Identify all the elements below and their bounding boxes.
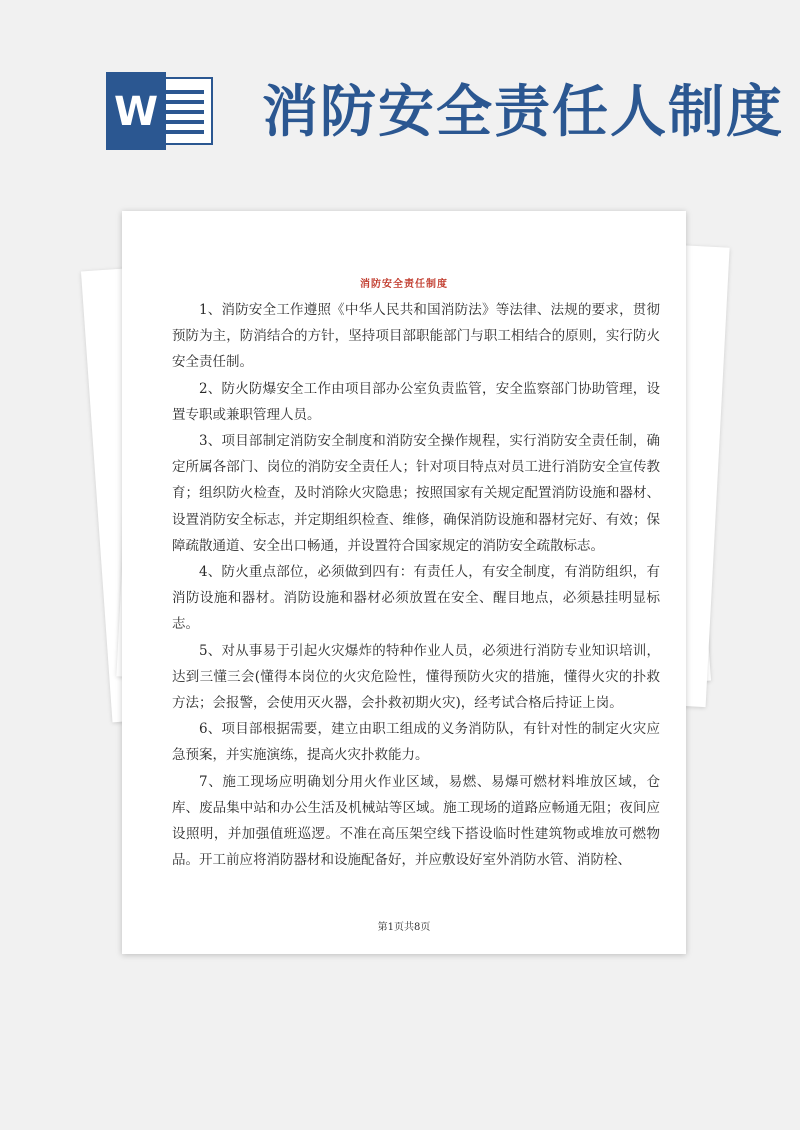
document-body <box>172 297 660 873</box>
word-document-icon <box>106 72 214 150</box>
page-footer: 第1页共8页 <box>377 922 431 933</box>
paragraph-3: 3、项目部制定消防安全制度和消防安全操作规程，实行消防安全责任制，确定所属各部门、岗位的消防安全责任人；针对项目特点对员工进行消防安全宣传教育；组织防火检查，及时消除火灾隐患；按照国家有关规定配置消防设施和器材、设置消防安全标志，并定期组织检查、维修，确保消防设施和器材完好、有效；保障疏散通道、安全出口畅通，并设置符合国家规定的消防安全疏散标志。 <box>172 433 660 554</box>
paragraph-5: 5、对从事易于引起火灾爆炸的特种作业人员，必须进行消防专业知识培训，达到三懂三会(懂得本岗位的火灾危险性，懂得预防火灾的措施，懂得火灾的扑救方法；会报警，会使用灭火器，会扑救初期火灾)，经考试合格后持证上岗。 <box>172 642 660 712</box>
logo-letter: W <box>113 89 159 135</box>
paragraph-1: 1、消防安全工作遵照《中华人民共和国消防法》等法律、法规的要求，贯彻预防为主，防消结合的方针，坚持项目部职能部门与职工相结合的原则，实行防火安全责任制。 <box>172 302 660 371</box>
document-title: 消防安全责任制度 <box>360 279 448 290</box>
paragraph-2: 2、防火防爆安全工作由项目部办公室负责监管，安全监察部门协助管理，设置专职或兼职管理人员。 <box>172 380 660 423</box>
paragraph-7: 7、施工现场应明确划分用火作业区域，易燃、易爆可燃材料堆放区域，仓库、废品集中站和办公生活及机械站等区域。施工现场的道路应畅通无阻；夜间应设照明，并加强值班巡逻。不准在高压架空线下搭设临时性建筑物或堆放可燃物品。开工前应将消防器材和设施配备好，并应敷设好室外消防水管、消防栓、 <box>172 773 660 869</box>
banner-title: 消防安全责任人制度 <box>262 80 784 145</box>
document-page <box>122 211 686 954</box>
paragraph-4: 4、防火重点部位，必须做到四有：有责任人，有安全制度，有消防组织，有消防设施和器材。消防设施和器材必须放置在安全、醒目地点，必须悬挂明显标志。 <box>172 564 660 633</box>
paragraph-6: 6、项目部根据需要，建立由职工组成的义务消防队，有针对性的制定火灾应急预案，并实施演练，提高火灾扑救能力。 <box>172 721 660 764</box>
